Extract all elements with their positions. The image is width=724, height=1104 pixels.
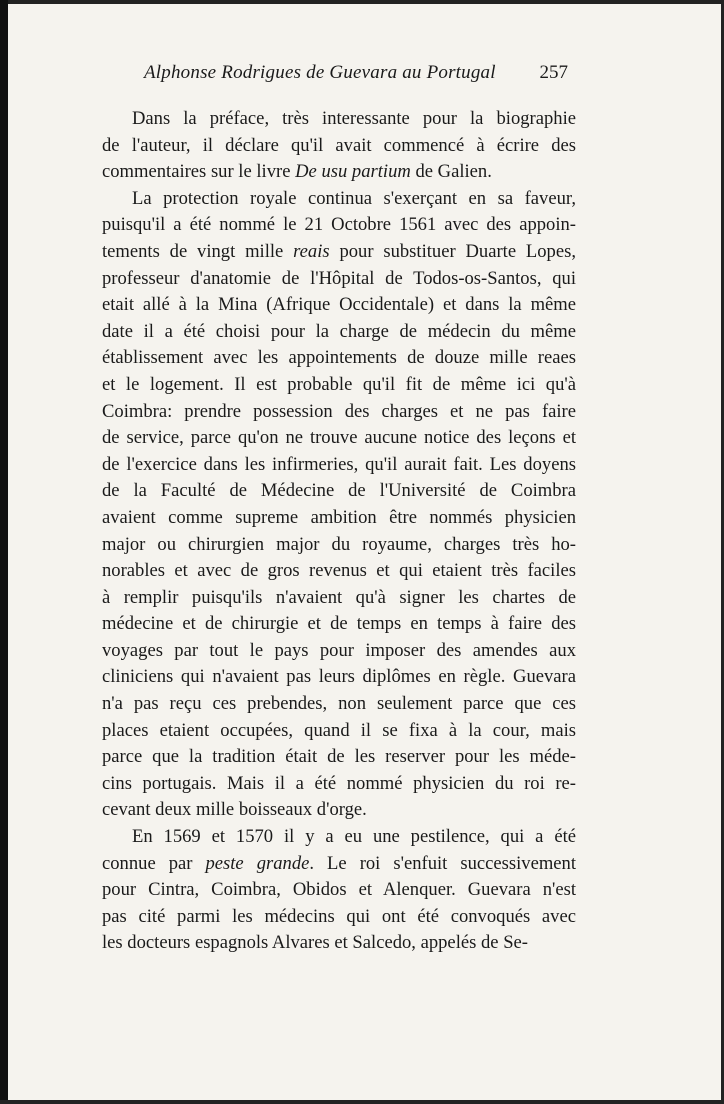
text-line: norables et avec de gros revenus et qui etaient très faciles	[102, 560, 576, 582]
scan-border-bottom	[0, 1100, 724, 1104]
text-line: cins portugais. Mais il a été nommé physicien du roi re-	[102, 772, 576, 794]
paragraph	[102, 824, 576, 957]
text-line: de la Faculté de Médecine de l'Université de Coimbra	[102, 480, 576, 502]
italic-text: peste grande	[205, 852, 310, 874]
page-number: 257	[539, 62, 568, 83]
text-line: date il a été choisi pour la charge de médecin du même	[102, 320, 576, 342]
scan-border-top	[0, 0, 724, 4]
text-line: de service, parce qu'on ne trouve aucune notice des leçons et	[102, 427, 576, 449]
paragraph	[102, 186, 576, 824]
running-title: Alphonse Rodrigues de Guevara au Portugal	[144, 62, 496, 83]
text-line: tements de vingt mille reais pour substituer Duarte Lopes,	[102, 240, 576, 262]
text-line: etait allé à la Mina (Afrique Occidentale) et dans la même	[102, 294, 576, 316]
text-line: et le logement. Il est probable qu'il fit de même ici qu'à	[102, 373, 576, 395]
scan-border-left	[0, 0, 8, 1104]
text-line: pour Cintra, Coimbra, Obidos et Alenquer. Guevara n'est	[102, 879, 576, 901]
text-line: médecine et de chirurgie et de temps en temps à faire des	[102, 613, 576, 635]
body-text	[102, 106, 576, 957]
text-line: de l'exercice dans les infirmeries, qu'il aurait fait. Les doyens	[102, 453, 576, 475]
text-line: établissement avec les appointements de douze mille reaes	[102, 347, 576, 369]
text-line: professeur d'anatomie de l'Hôpital de Todos-os-Santos, qui	[102, 267, 576, 289]
italic-text: De usu partium	[295, 161, 411, 183]
text-line: La protection royale continua s'exerçant en sa faveur,	[132, 187, 576, 209]
text-line: En 1569 et 1570 il y a eu une pestilence, qui a été	[132, 826, 576, 848]
text-line: places etaient occupées, quand il se fixa à la cour, mais	[102, 719, 576, 741]
text-line: de l'auteur, il déclare qu'il avait commencé à écrire des	[102, 134, 576, 156]
text-line: major ou chirurgien major du royaume, charges très ho-	[102, 533, 576, 555]
text-line: cliniciens qui n'avaient pas leurs diplômes en règle. Guevara	[102, 666, 576, 688]
text-line: n'a pas reçu ces prebendes, non seulement parce que ces	[102, 693, 576, 715]
text-line: parce que la tradition était de les reserver pour les méde-	[102, 746, 576, 768]
text-line: Dans la préface, très interessante pour la biographie	[132, 108, 576, 129]
text-line: connue par peste grande. Le roi s'enfuit successivement	[102, 852, 577, 874]
page-header	[100, 62, 580, 90]
paragraph	[102, 106, 576, 186]
text-line: les docteurs espagnols Alvares et Salcedo, appelés de Se-	[102, 932, 528, 954]
italic-text: reais	[293, 240, 330, 262]
text-line: avaient comme supreme ambition être nommés physicien	[102, 506, 576, 528]
text-line: cevant deux mille boisseaux d'orge.	[102, 799, 367, 821]
text-line: commentaires sur le livre De usu partium de Galien.	[102, 161, 492, 183]
text-line: pas cité parmi les médecins qui ont été convoqués avec	[102, 905, 576, 927]
text-line: à remplir puisqu'ils n'avaient qu'à signer les chartes de	[102, 586, 576, 608]
text-line: voyages par tout le pays pour imposer des amendes aux	[102, 639, 576, 661]
text-line: Coimbra: prendre possession des charges et ne pas faire	[102, 400, 576, 422]
text-line: puisqu'il a été nommé le 21 Octobre 1561 avec des appoin-	[102, 214, 576, 236]
